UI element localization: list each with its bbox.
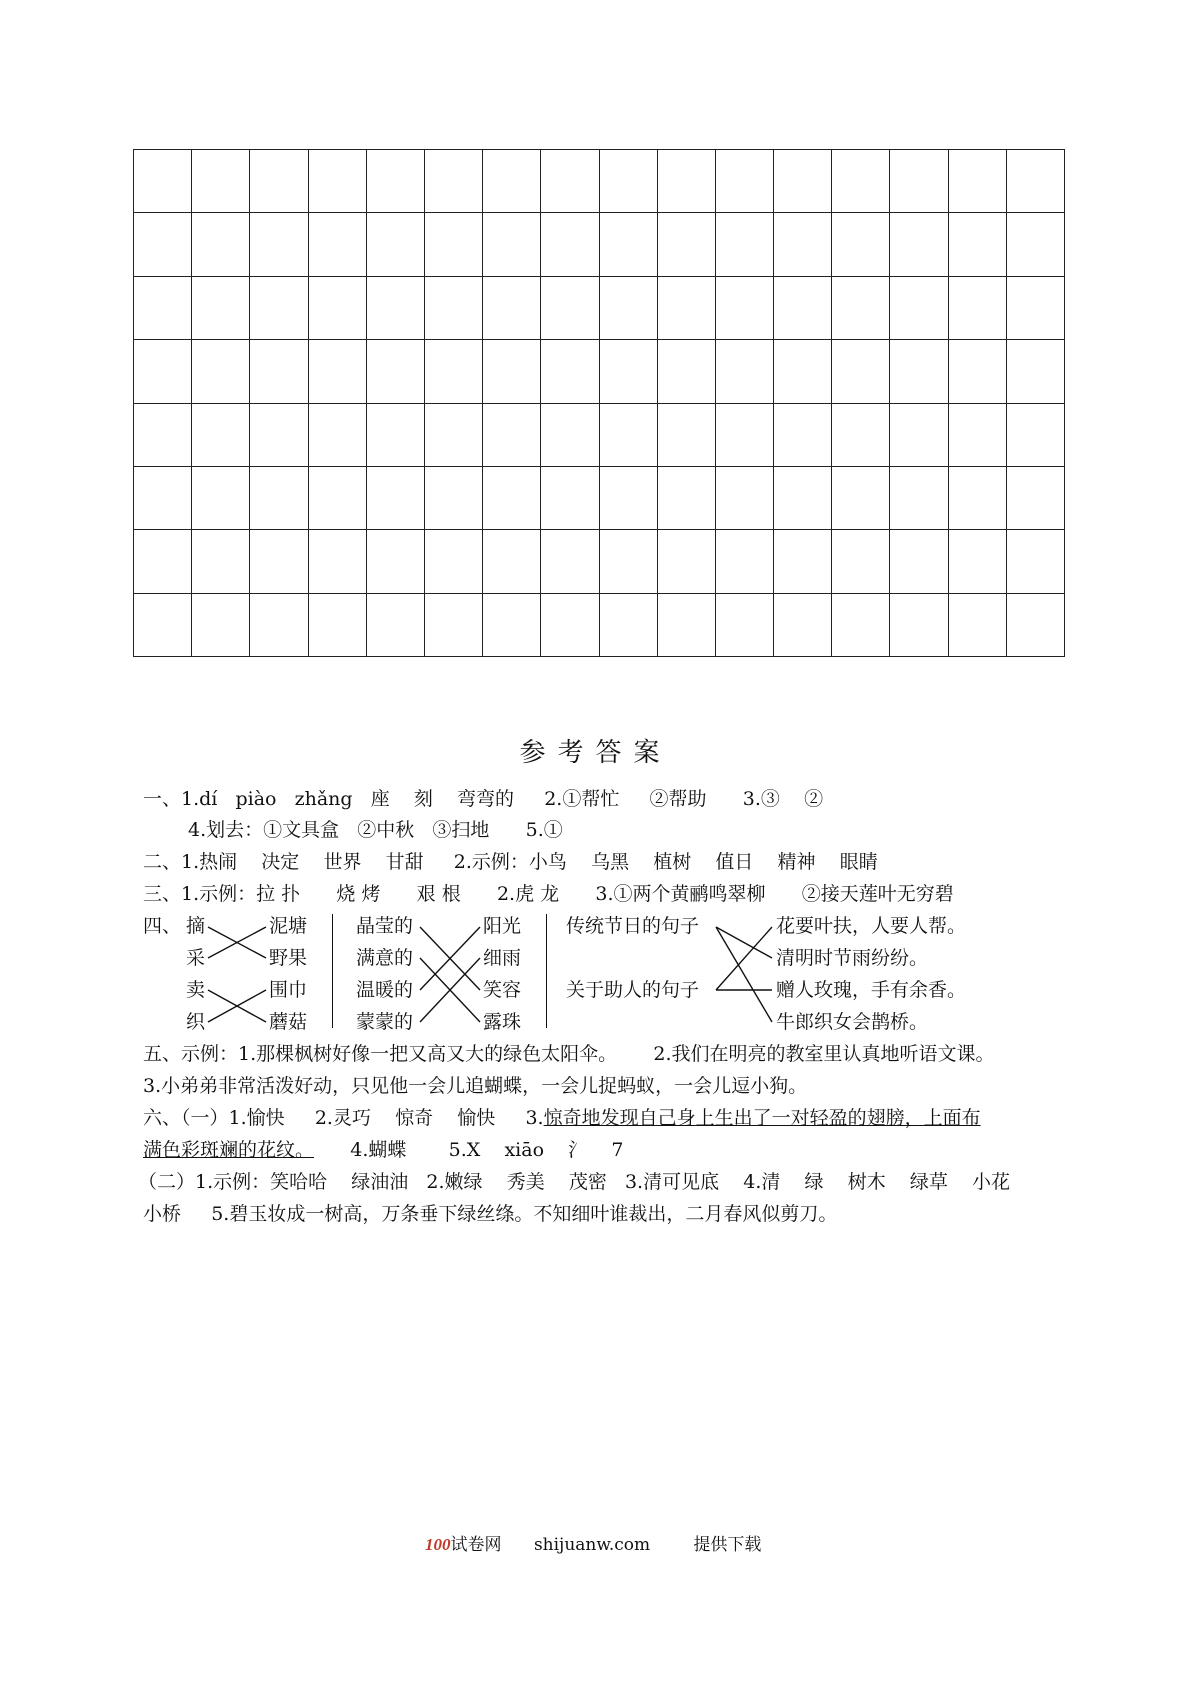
- match-g2-left-1: 晶莹的: [356, 915, 414, 937]
- match-g1-right-4: 蘑菇: [269, 1011, 308, 1033]
- match-g1-left-1: 摘: [186, 915, 206, 937]
- match-g3-left-2: 关于助人的句子: [566, 979, 700, 1001]
- section6-underlined-1: 惊奇地发现自己身上生出了一对轻盈的翅膀，上面布: [543, 1107, 981, 1129]
- answer-line-9: （二）1.示例：笑哈哈 绿油油 2.嫩绿 秀美 茂密 3.清可见底 4.清 绿 树木 绿草 小花: [138, 1171, 1011, 1193]
- match-g3-right-1: 花要叶扶，人要人帮。: [776, 915, 967, 937]
- answer-line-4: 三、1.示例：拉 扑 烧 烤 艰 根 2.虎 龙 3.①两个黄鹂鸣翠柳 ②接天莲叶无穷碧: [143, 883, 954, 905]
- answer-key-title: 参考答案: [519, 738, 672, 768]
- match-g2-left-3: 温暖的: [356, 979, 414, 1001]
- footer-note: 提供下载: [693, 1535, 762, 1555]
- match-g2-right-1: 阳光: [483, 915, 522, 937]
- answer-line-2: 4.划去：①文具盒 ②中秋 ③扫地 5.①: [188, 819, 563, 841]
- logo-text: 试卷网: [450, 1535, 502, 1555]
- footer-site[interactable]: shijuanw.com: [533, 1535, 651, 1555]
- match-g1-left-2: 采: [186, 947, 206, 969]
- match-g1-right-1: 泥塘: [269, 915, 308, 937]
- answer-line-5: 五、示例：1.那棵枫树好像一把又高又大的绿色太阳伞。 2.我们在明亮的教室里认真地听语文课。: [143, 1043, 995, 1065]
- match-g2-left-2: 满意的: [356, 947, 414, 969]
- match-line-festival-2: [716, 927, 772, 1022]
- match-g1-left-3: 卖: [186, 979, 206, 1001]
- match-g1-right-2: 野果: [269, 947, 308, 969]
- match-g2-right-2: 细雨: [483, 947, 522, 969]
- answer-line-7: [143, 1109, 981, 1128]
- match-g1-right-3: 围巾: [269, 979, 308, 1001]
- match-g2-right-3: 笑容: [483, 979, 522, 1001]
- answer-line-1: 一、1.dí piào zhǎng 座 刻 弯弯的 2.①帮忙 ②帮助 3.③ ②: [143, 788, 824, 810]
- match-g3-right-4: 牛郎织女会鹊桥。: [776, 1011, 929, 1033]
- section6-prefix: 六、（一）1.愉快 2.灵巧 惊奇 愉快 3.: [143, 1107, 544, 1129]
- logo-number: 100: [425, 1535, 451, 1554]
- match-g3-right-3: 赠人玫瑰，手有余香。: [776, 979, 967, 1001]
- section4-label: 四、: [143, 915, 182, 937]
- answer-line-3: 二、1.热闹 决定 世界 甘甜 2.示例：小鸟 乌黑 植树 值日 精神 眼睛: [143, 851, 878, 873]
- match-g2-right-4: 露珠: [483, 1011, 522, 1033]
- section6-underlined-2: 满色彩斑斓的花纹。: [143, 1139, 315, 1161]
- answer-line-10: 小桥 5.碧玉妆成一树高，万条垂下绿丝绦。不知细叶谁裁出，二月春风似剪刀。: [143, 1203, 838, 1225]
- footer: [425, 1530, 761, 1555]
- match-g1-left-4: 织: [186, 1011, 206, 1033]
- match-g2-left-4: 蒙蒙的: [356, 1011, 414, 1033]
- answer-line-8: [143, 1141, 623, 1160]
- answer-line-6: 3.小弟弟非常活泼好动，只见他一会儿追蝴蝶，一会儿捉蚂蚁，一会儿逗小狗。: [143, 1075, 808, 1097]
- match-g3-right-2: 清明时节雨纷纷。: [776, 947, 929, 969]
- section6-suffix: 4.蝴蝶 5.X xiāo 氵 7: [314, 1139, 624, 1161]
- match-line-help-1: [716, 927, 772, 990]
- match-g3-left-1: 传统节日的句子: [566, 915, 700, 937]
